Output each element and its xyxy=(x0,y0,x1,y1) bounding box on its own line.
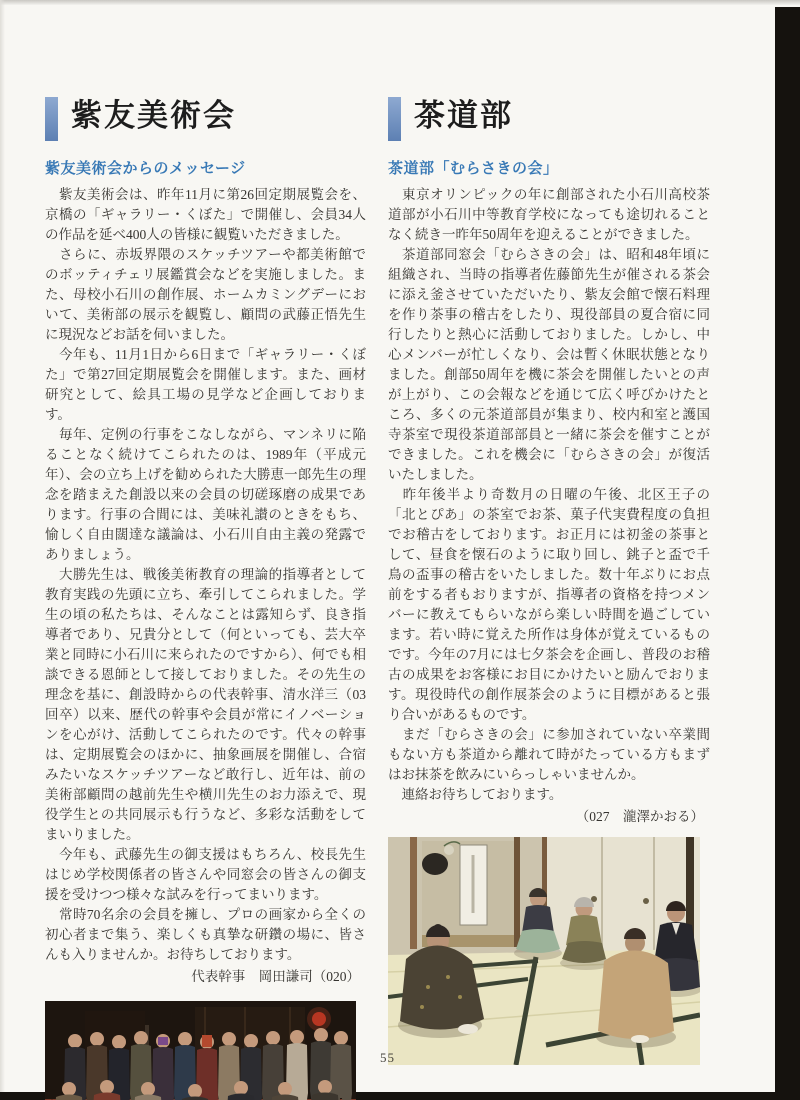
body-paragraph: 紫友美術会は、昨年11月に第26回定期展覧会を、京橋の「ギャラリー・くぼた」で開催し、会員34人の作品を延べ400人の皆様に観覧いただきました。 xyxy=(45,187,366,242)
scan-edge-top xyxy=(0,0,800,5)
scan-edge-left xyxy=(0,0,5,1100)
tea-room-photo xyxy=(388,837,710,1065)
page-number: 55 xyxy=(380,1050,395,1065)
accent-bar xyxy=(45,97,58,141)
section-header xyxy=(388,95,710,141)
signature: （027 瀧澤かおる） xyxy=(575,809,704,824)
accent-bar xyxy=(388,97,401,141)
body-paragraph: 大勝先生は、戦後美術教育の理論的指導者として教育実践の先頭に立ち、牽引してこられました。学生の頃の私たちは、そんなことは露知らず、良き指導者であり、兄貴分として（何といっても、芸大卒業と同時に小石川に来られたのですから）、何でも相談できる恩師として接しておりました。その先生の理念を基に、創設時からの代表幹事、清水洋三（03回卒）以来、歴代の幹事や会員が常にイノベーションを心がけ、活動してこられたのです。代々の幹事は、定期展覧会のほかに、抽象画展を開催し、合宿みたいなスケッチツアーなど敢行し、近年は、前の美術部顧問の越前先生や横川先生のお力添えで、現役学生との共同展示も行うなど、多彩な活動をしてまいりました。 xyxy=(45,567,366,842)
body-paragraph: 今年も、武藤先生の御支援はもちろん、校長先生はじめ学校関係者の皆さんや同窓会の皆さんの御支援を受けつつ様々な試みを行ってまいります。 xyxy=(45,847,366,902)
body-paragraph: 茶道部同窓会「むらさきの会」は、昭和48年頃に組織され、当時の指導者佐藤節先生が催される茶会に添え釜させていただいたり、紫友会館で懐石料理を作り茶事の稽古をしたり、現役部員の夏合宿に同行したりと熱心に活動しておりました。しかし、中心メンバーが忙しくなり、会は暫く休眠状態となりました。創部50周年を機に茶会を開催したいとの声が上がり、この会報などを通じて広く呼びかけたところ、多くの元茶道部員が集まり、校内和室と護国寺茶室で現役茶道部部員と一緒に茶会を催すことができました。これを機会に「むらさきの会」が復活いたしました。 xyxy=(388,247,710,482)
body-paragraph: 東京オリンピックの年に創部された小石川高校茶道部が小石川中等教育学校になっても途切れることなく続き一昨年50周年を迎えることができました。 xyxy=(388,187,710,242)
body-paragraph: 毎年、定例の行事をこなしながら、マンネリに陥ることなく続けてこられたのは、1989年（平成元年）、会の立ち上げを勧められた大勝恵一郎先生の理念を踏まえた創設以来の会員の切磋琢磨の成果であります。行事の合間には、美味礼讃のときをもち、愉しく自由闊達な議論は、小石川自由主義の発露でありましょう。 xyxy=(45,427,366,562)
body-paragraph: 昨年後半より奇数月の日曜の午後、北区王子の「北とぴあ」の茶室でお茶、菓子代実費程度の負担でお稽古をしております。お正月には初釜の茶事として、昼食を懐石のように取り回し、銚子と盃で千鳥の盃事の稽古をいたしました。数十年ぶりにお点前をする者もおりますが、指導者の資格を持つメンバーに教えてもらいながら楽しい時間を過ごしています。若い時に覚えた所作は身体が覚えているものです。今年の7月には七夕茶会を企画し、普段のお稽古の成果をお客様にお目にかけたいと励んでおります。現役時代の創作展茶会のように目標があると張り合いがあるものです。 xyxy=(388,487,710,722)
tea-room-photo-image xyxy=(388,837,700,1065)
body-paragraph: さらに、赤坂界隈のスケッチツアーや都美術館でのボッティチェリ展鑑賞会などを実施しました。また、母校小石川の創作展、ホームカミングデーにおいて、美術部の展示を観覧し、顧問の武藤正悟先生に現況などお話を伺いました。 xyxy=(45,247,366,342)
subheading: 茶道部「むらさきの会」 xyxy=(388,160,559,177)
signature: 代表幹事 岡田謙司（020） xyxy=(191,969,360,984)
article-art-club xyxy=(45,95,366,1100)
article-tea-club xyxy=(388,95,710,1065)
subheading: 紫友美術会からのメッセージ xyxy=(45,160,246,177)
section-header xyxy=(45,95,366,141)
body-paragraph: 連絡お待ちしております。 xyxy=(388,787,563,802)
scan-black-band-right xyxy=(775,7,800,1100)
section-title: 紫友美術会 xyxy=(71,98,236,133)
section-title: 茶道部 xyxy=(414,98,513,133)
body-paragraph: 常時70名余の会員を擁し、プロの画家から全くの初心者まで集う、楽しくも真摯な研鑽の場に、皆さんも入りませんか。お待ちしております。 xyxy=(45,907,366,962)
body-paragraph: 今年も、11月1日から6日まで「ギャラリー・くぼた」で第27回定期展覧会を開催します。また、画材研究として、絵具工場の見学など企画しております。 xyxy=(45,347,366,422)
body-paragraph: まだ「むらさきの会」に参加されていない卒業間もない方も茶道から離れて時がたっている方もまずはお抹茶を飲みにいらっしゃいませんか。 xyxy=(388,727,710,782)
